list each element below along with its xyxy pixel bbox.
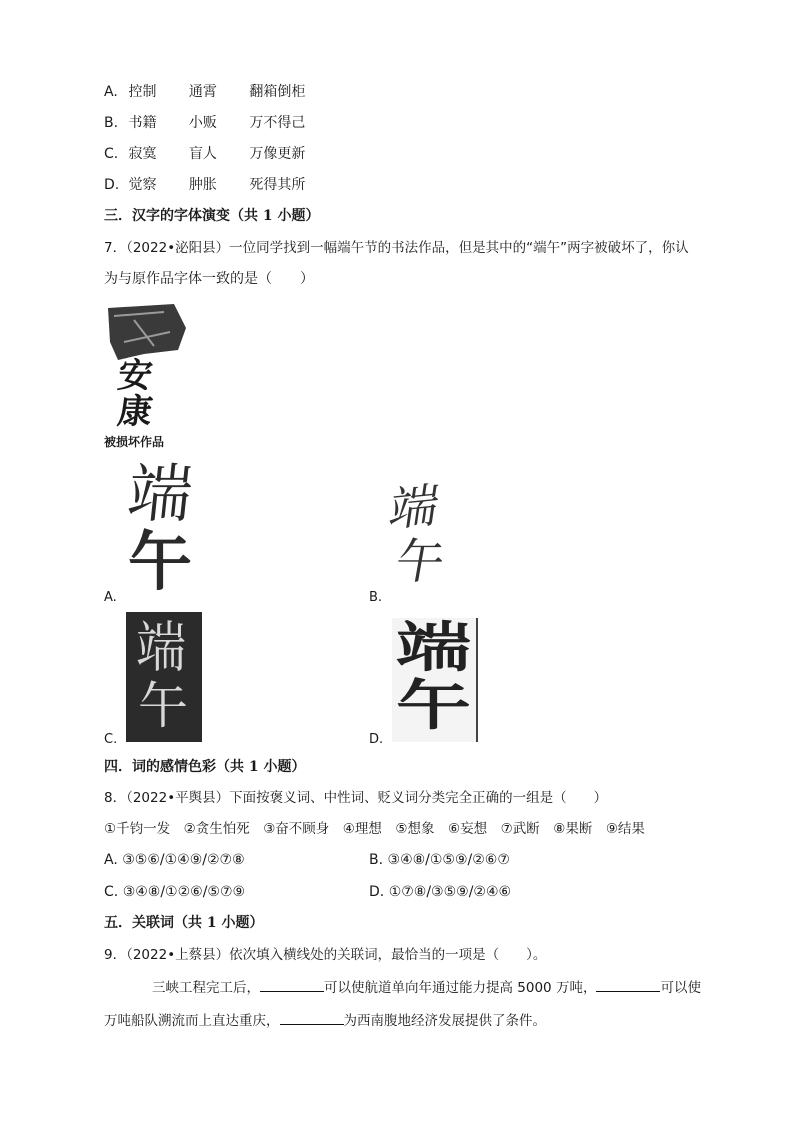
- option-word-3: 万像更新: [249, 146, 306, 162]
- choice-b-char-2: 午: [391, 534, 449, 590]
- answer-blank-1[interactable]: [260, 977, 324, 992]
- choice-b-image: [385, 477, 450, 602]
- q9-passage-line-1: [152, 977, 701, 998]
- image-caption: 被损坏作品: [104, 435, 165, 449]
- choice-a-label: A.: [104, 590, 117, 605]
- option-word-2: 通霄: [188, 84, 217, 100]
- original-char-kang: 康: [115, 392, 155, 432]
- choice-d-char-1: 端: [396, 616, 471, 680]
- choice-b-char-1: 端: [385, 477, 443, 539]
- q9-passage-line-2: [104, 1010, 546, 1031]
- option-letter: A.: [104, 84, 118, 100]
- option-word-2: 盲人: [188, 146, 217, 162]
- option-text: ③④⑧/①②⑥/⑤⑦⑨: [122, 884, 246, 900]
- choice-c-label: C.: [104, 732, 118, 747]
- answer-blank-3[interactable]: [280, 1010, 344, 1025]
- section-3-heading: 三．汉字的字体演变（共 1 小题）: [104, 208, 320, 224]
- choice-a-image: [124, 460, 214, 600]
- q6-option-a: [104, 82, 305, 102]
- damaged-calligraphy-image: [104, 302, 190, 454]
- choice-c-char-1: 端: [136, 616, 186, 680]
- option-word-1: 觉察: [128, 177, 157, 193]
- option-word-3: 万不得己: [249, 115, 306, 131]
- passage-text: 万吨船队溯流而上直达重庆，: [104, 1013, 280, 1029]
- q6-option-d: [104, 175, 305, 195]
- original-char-an: 安: [115, 356, 155, 396]
- q6-option-c: [104, 144, 305, 164]
- option-letter: D.: [104, 177, 120, 193]
- choice-d-label: D.: [369, 732, 384, 747]
- q7-stem-line-2: 为与原作品字体一致的是（ ）: [104, 271, 314, 287]
- option-text: ③④⑧/①⑤⑨/②⑥⑦: [387, 852, 510, 868]
- option-letter: A.: [104, 852, 118, 868]
- q8-stem: 8．（2022•平舆县）下面按褒义词、中性词、贬义词分类完全正确的一组是（ ）: [104, 790, 608, 806]
- option-text: ①⑦⑧/③⑤⑨/②④⑥: [388, 884, 512, 900]
- passage-text: 可以使: [660, 980, 701, 996]
- option-letter: D.: [369, 884, 385, 900]
- option-letter: C.: [104, 146, 119, 162]
- option-word-2: 肿胀: [188, 177, 217, 193]
- option-letter: C.: [104, 884, 119, 900]
- option-letter: B.: [104, 115, 119, 131]
- q8-option-d: [369, 882, 511, 902]
- choice-a-char-2: 午: [128, 525, 192, 600]
- choice-d-char-2: 午: [396, 674, 471, 738]
- option-word-3: 翻箱倒柜: [249, 84, 306, 100]
- passage-text: 可以使航道单向年通过能力提高 5000 万吨，: [324, 980, 597, 996]
- choice-b-label: B.: [369, 590, 383, 605]
- option-word-3: 死得其所: [249, 177, 306, 193]
- q8-word-list: ①千钧一发 ②贪生怕死 ③奋不顾身 ④理想 ⑤想象 ⑥妄想 ⑦武断 ⑧果断 ⑨结果: [104, 821, 645, 837]
- answer-blank-2[interactable]: [596, 977, 660, 992]
- q8-option-a: [104, 850, 245, 870]
- choice-c-char-2: 午: [138, 677, 188, 735]
- q7-stem-line-1: 7．（2022•泌阳县）一位同学找到一幅端午节的书法作品，但是其中的“端午”两字被破坏了，你认: [104, 240, 689, 256]
- section-4-heading: 四．词的感情色彩（共 1 小题）: [104, 759, 306, 775]
- choice-d-image: [392, 618, 478, 742]
- choice-a-char-1: 端: [124, 458, 196, 532]
- option-word-1: 寂寞: [128, 146, 157, 162]
- q9-stem: 9．（2022•上蔡县）依次填入横线处的关联词，最恰当的一项是（ ）。: [104, 947, 547, 963]
- passage-text: 三峡工程完工后，: [152, 980, 260, 996]
- option-text: ③⑤⑥/①④⑨/②⑦⑧: [122, 852, 245, 868]
- q6-option-b: [104, 113, 305, 133]
- passage-text: 为西南腹地经济发展提供了条件。: [343, 1013, 546, 1029]
- option-word-1: 书籍: [128, 115, 157, 131]
- option-word-2: 小贩: [188, 115, 217, 131]
- q8-option-b: [369, 850, 510, 870]
- section-5-heading: 五．关联词（共 1 小题）: [104, 915, 264, 931]
- q8-option-c: [104, 882, 245, 902]
- option-word-1: 控制: [128, 84, 157, 100]
- choice-c-image: [126, 612, 202, 742]
- option-letter: B.: [369, 852, 384, 868]
